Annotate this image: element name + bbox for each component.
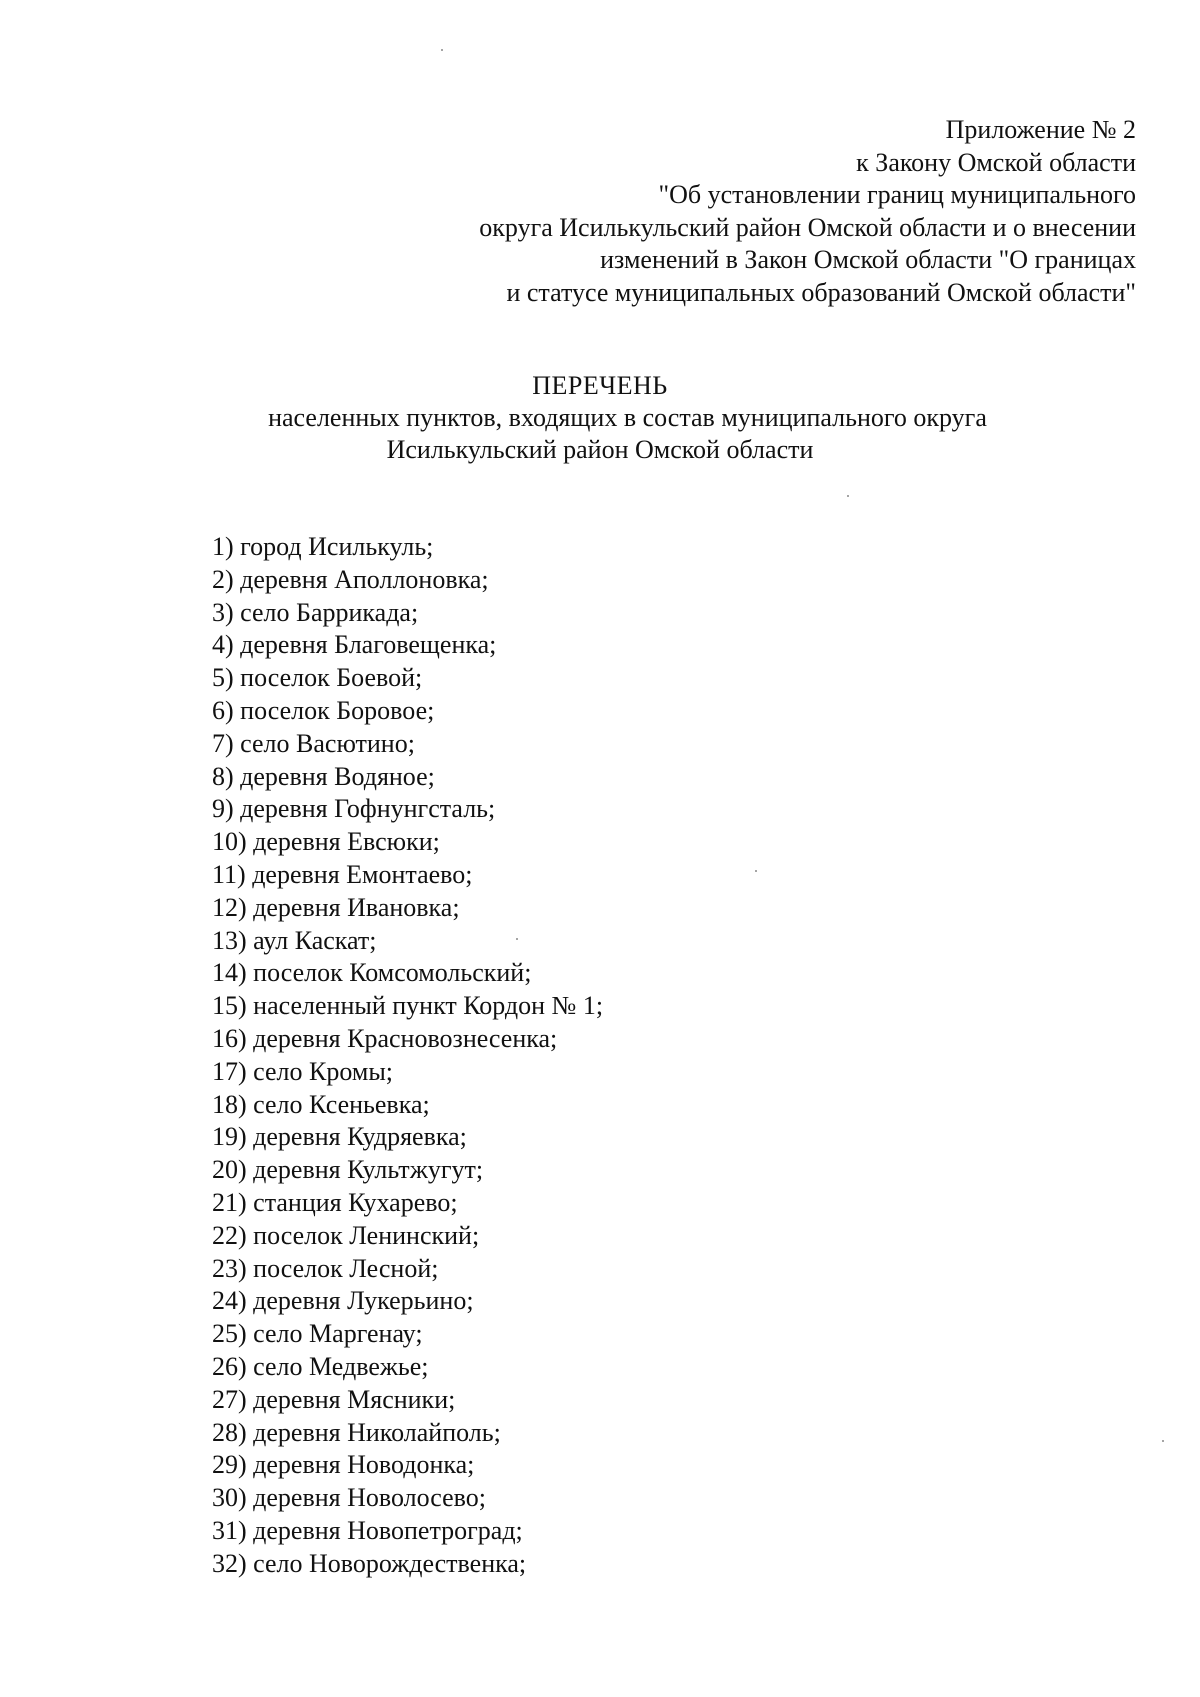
list-item: 17) село Кромы; (212, 1056, 394, 1086)
scan-speck (516, 938, 518, 940)
appendix-line: и статусе муниципальных образований Омской области" (506, 277, 1136, 307)
title-heading: ПЕРЕЧЕНЬ (532, 371, 668, 400)
scan-speck (755, 870, 757, 872)
list-item: 25) село Маргенау; (212, 1319, 423, 1349)
list-item: 22) поселок Ленинский; (212, 1220, 480, 1250)
scan-speck (441, 49, 443, 51)
list-item: 13) аул Каскат; (212, 925, 377, 955)
document-title (0, 370, 1200, 466)
list-item: 24) деревня Лукерьино; (212, 1286, 474, 1316)
list-item: 14) поселок Комсомольский; (212, 958, 532, 988)
title-subtitle-line-2: Исилькульский район Омской области (386, 435, 814, 464)
list-item: 4) деревня Благовещенка; (212, 630, 497, 660)
list-item: 30) деревня Новолосево; (212, 1483, 486, 1513)
appendix-line: Приложение № 2 (945, 115, 1136, 144)
title-subtitle-line-1: населенных пунктов, входящих в состав муниципального округа (268, 403, 987, 432)
list-item: 9) деревня Гофнунгсталь; (212, 794, 496, 824)
list-item: 11) деревня Емонтаево; (212, 859, 473, 889)
list-item: 8) деревня Водяное; (212, 761, 435, 791)
list-item: 23) поселок Лесной; (212, 1253, 439, 1283)
settlements-list (212, 531, 603, 1581)
appendix-line: "Об установлении границ муниципального (658, 180, 1136, 209)
list-item: 31) деревня Новопетроград; (212, 1515, 523, 1545)
list-item: 28) деревня Николайполь; (212, 1417, 501, 1447)
list-item: 29) деревня Новодонка; (212, 1450, 475, 1480)
list-item: 3) село Баррикада; (212, 597, 419, 627)
list-item: 10) деревня Евсюки; (212, 827, 440, 857)
list-item: 12) деревня Ивановка; (212, 892, 460, 922)
scan-speck (1162, 1440, 1164, 1442)
list-item: 6) поселок Боровое; (212, 695, 435, 725)
list-item: 2) деревня Аполлоновка; (212, 564, 489, 594)
scan-speck (847, 495, 849, 497)
list-item: 16) деревня Красновознесенка; (212, 1023, 558, 1053)
appendix-header (479, 114, 1136, 309)
list-item: 1) город Исилькуль; (212, 532, 434, 561)
list-item: 27) деревня Мясники; (212, 1384, 456, 1414)
list-item: 21) станция Кухарево; (212, 1187, 458, 1217)
list-item: 26) село Медвежье; (212, 1351, 429, 1381)
list-item: 19) деревня Кудряевка; (212, 1122, 467, 1152)
list-item: 7) село Васютино; (212, 728, 415, 758)
list-item: 20) деревня Культжугут; (212, 1155, 484, 1185)
appendix-line: к Закону Омской области (856, 147, 1136, 177)
list-item: 15) населенный пункт Кордон № 1; (212, 991, 604, 1021)
list-item: 32) село Новорождественка; (212, 1548, 527, 1578)
appendix-line: изменений в Закон Омской области "О границах (600, 245, 1136, 274)
appendix-line: округа Исилькульский район Омской области и о внесении (479, 212, 1136, 242)
list-item: 5) поселок Боевой; (212, 663, 423, 693)
list-item: 18) село Ксеньевка; (212, 1089, 430, 1119)
